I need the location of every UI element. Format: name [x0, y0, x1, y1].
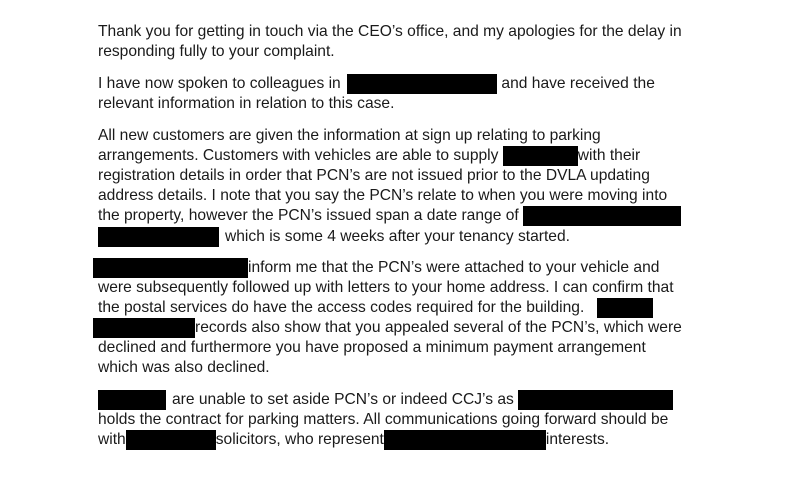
- paragraph-5-line-3: [98, 430, 609, 450]
- paragraph-4-line-1: [93, 258, 659, 278]
- text-segment: arrangements. Customers with vehicles are able to supply: [98, 147, 499, 164]
- paragraph-5-line-2: holds the contract for parking matters. All communications going forward should be: [98, 411, 669, 428]
- paragraph-3-line-2: [98, 146, 640, 166]
- text-segment: interests.: [545, 431, 610, 448]
- text-segment: which is some 4 weeks after your tenancy started.: [225, 228, 570, 245]
- paragraph-4-line-3: [98, 298, 653, 318]
- redaction-box: [597, 298, 653, 318]
- paragraph-4-line-2: were subsequently followed up with letters to your home address. I can confirm that: [98, 279, 674, 296]
- redaction-box: [93, 258, 248, 278]
- redaction-box: [523, 206, 681, 226]
- paragraph-1-line-1: Thank you for getting in touch via the CEO’s office, and my apologies for the delay in: [98, 23, 682, 40]
- paragraph-2-line-1: [98, 74, 655, 94]
- text-segment: with their: [577, 147, 641, 164]
- text-segment: with: [98, 431, 126, 448]
- paragraph-5-line-1: [98, 390, 673, 410]
- paragraph-3-line-4: address details. I note that you say the PCN’s relate to when you were moving into: [98, 187, 668, 204]
- redaction-box: [93, 318, 195, 338]
- paragraph-4-line-6: which was also declined.: [98, 359, 270, 376]
- text-segment: and have received the: [501, 75, 655, 92]
- redaction-box: [347, 74, 497, 94]
- text-segment: are unable to set aside PCN’s or indeed CCJ’s as: [172, 391, 514, 408]
- redaction-box: [518, 390, 673, 410]
- redaction-box: [126, 430, 216, 450]
- text-segment: I have now spoken to colleagues in: [98, 75, 341, 92]
- text-segment: records also show that you appealed several of the PCN’s, which were: [195, 319, 682, 336]
- redaction-box: [384, 430, 546, 450]
- text-segment: the postal services do have the access codes required for the building.: [98, 299, 585, 316]
- text-segment: inform me that the PCN’s were attached to your vehicle and: [248, 259, 660, 276]
- paragraph-3-line-5: [98, 206, 681, 226]
- paragraph-3-line-1: All new customers are given the information at sign up relating to parking: [98, 127, 601, 144]
- paragraph-1-line-2: responding fully to your complaint.: [98, 43, 335, 60]
- paragraph-2-line-2: relevant information in relation to this case.: [98, 95, 395, 112]
- paragraph-3-line-3: registration details in order that PCN’s are not issued prior to the DVLA updating: [98, 167, 650, 184]
- paragraph-4-line-4: [93, 318, 682, 338]
- text-segment: solicitors, who represent: [215, 431, 384, 448]
- redaction-box: [98, 390, 166, 410]
- paragraph-3-line-6: [98, 227, 570, 247]
- text-segment: the property, however the PCN’s issued span a date range of: [98, 207, 519, 224]
- redaction-box: [503, 146, 578, 166]
- paragraph-4-line-5: declined and furthermore you have proposed a minimum payment arrangement: [98, 339, 646, 356]
- redaction-box: [98, 227, 219, 247]
